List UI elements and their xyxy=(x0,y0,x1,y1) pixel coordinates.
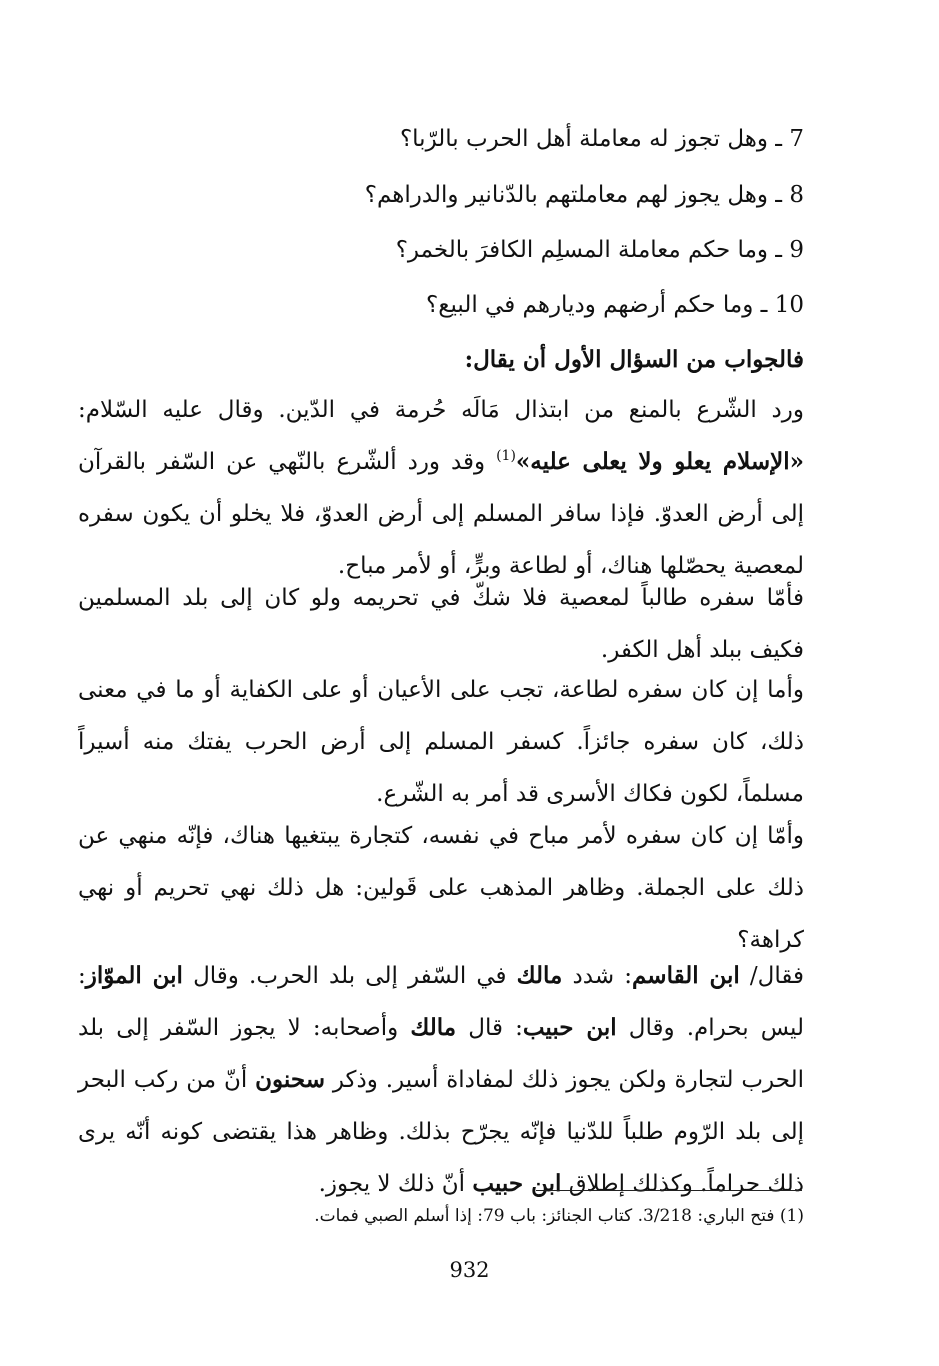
footnote-marker: (1) xyxy=(496,448,516,464)
p5-text: : قال xyxy=(456,1015,523,1041)
question-10: 10 ـ وما حكم أرضهم وديارهم في البيع؟ xyxy=(426,292,804,318)
p5-text: فقال/ xyxy=(739,963,804,989)
paragraph-2: فأمّا سفره طالباً لمعصية فلا شكّ في تحريمه ولو كان إلى بلد المسلمين فكيف ببلد أهل الكفر. xyxy=(78,585,804,663)
p5-text: أنّ ذلك لا يجوز. xyxy=(318,1171,473,1197)
question-7: 7 ـ وهل تجوز له معاملة أهل الحرب بالرّبا؟ xyxy=(399,126,804,152)
p5-text: وأصحابه: لا يجوز السّفر إلى بلد الحرب لتجارة ولكن يجوز ذلك لمفاداة أسير. وذكر xyxy=(78,1015,804,1093)
p5-text: : ليس بحرام. وقال xyxy=(78,963,804,1041)
paragraph-1 xyxy=(78,384,804,592)
scholar-name: ابن القاسم xyxy=(632,962,740,989)
paragraph-3: وأما إن كان سفره لطاعة، تجب على الأعيان أو على الكفاية أو ما في معنى ذلك، كان سفره جائزاً. كسفر المسلم إلى أرض الحرب يفتك منه أسيراً مسلماً، لكون فكاك الأسرى قد أمر به الشّرع. xyxy=(78,677,804,807)
p5-text: في السّفر إلى بلد الحرب. وقال xyxy=(182,963,517,989)
question-8: 8 ـ وهل يجوز لهم معاملتهم بالدّنانير والدراهم؟ xyxy=(364,182,804,208)
page-number: 932 xyxy=(449,1258,490,1282)
footnote-divider xyxy=(536,1190,802,1191)
paragraph-1-part-a: ورد الشّرع بالمنع من ابتذال مَالَه حُرمة في الدّين. وقال عليه السّلام: xyxy=(78,397,804,423)
paragraph-4: وأمّا إن كان سفره لأمر مباح في نفسه، كتجارة يبتغيها هناك، فإنّه منهي عن ذلك على الجملة. وظاهر المذهب على قَولين: هل ذلك نهي تحريم أو نهي كراهة؟ xyxy=(78,823,804,953)
question-9: 9 ـ وما حكم معاملة المسلِم الكافرَ بالخمر؟ xyxy=(395,237,804,263)
answer-heading: فالجواب من السؤال الأول أن يقال: xyxy=(464,346,804,373)
paragraph-5 xyxy=(78,950,804,1210)
footnote: (1) فتح الباري: 3/218. كتاب الجنائز: باب 79: إذا أسلم الصبي فمات. xyxy=(314,1206,804,1226)
scholar-name: مالك xyxy=(516,962,563,989)
scholar-name: ابن الموّاز xyxy=(85,962,183,989)
paragraph-1-part-d: وقد ورد ألشّرع بالنّهي عن السّفر بالقرآن إلى أرض العدوّ. فإذا سافر المسلم إلى أرض العدوّ، فلا يخلو أن يكون سفره لمعصية يحصّلها هناك، أو لطاعة وبرٍّ، أو لأمر مباح. xyxy=(78,449,804,579)
scholar-name: ابن حبيب xyxy=(522,1014,617,1041)
p5-text: أنّ من ركب البحر إلى بلد الرّوم طلباً للدّنيا فإنّه يجرّح بذلك. وظاهر هذا يقتضى كونه أنّه يرى ذلك حراماً. وكذلك إطلاق xyxy=(78,1067,804,1197)
scholar-name: ابن حبيب xyxy=(472,1170,562,1197)
scholar-name: سحنون xyxy=(255,1066,325,1093)
hadith-quote: «الإسلام يعلو ولا يعلى عليه» xyxy=(515,448,805,475)
p5-text: : شدد xyxy=(562,963,632,989)
scholar-name: مالك xyxy=(410,1014,457,1041)
